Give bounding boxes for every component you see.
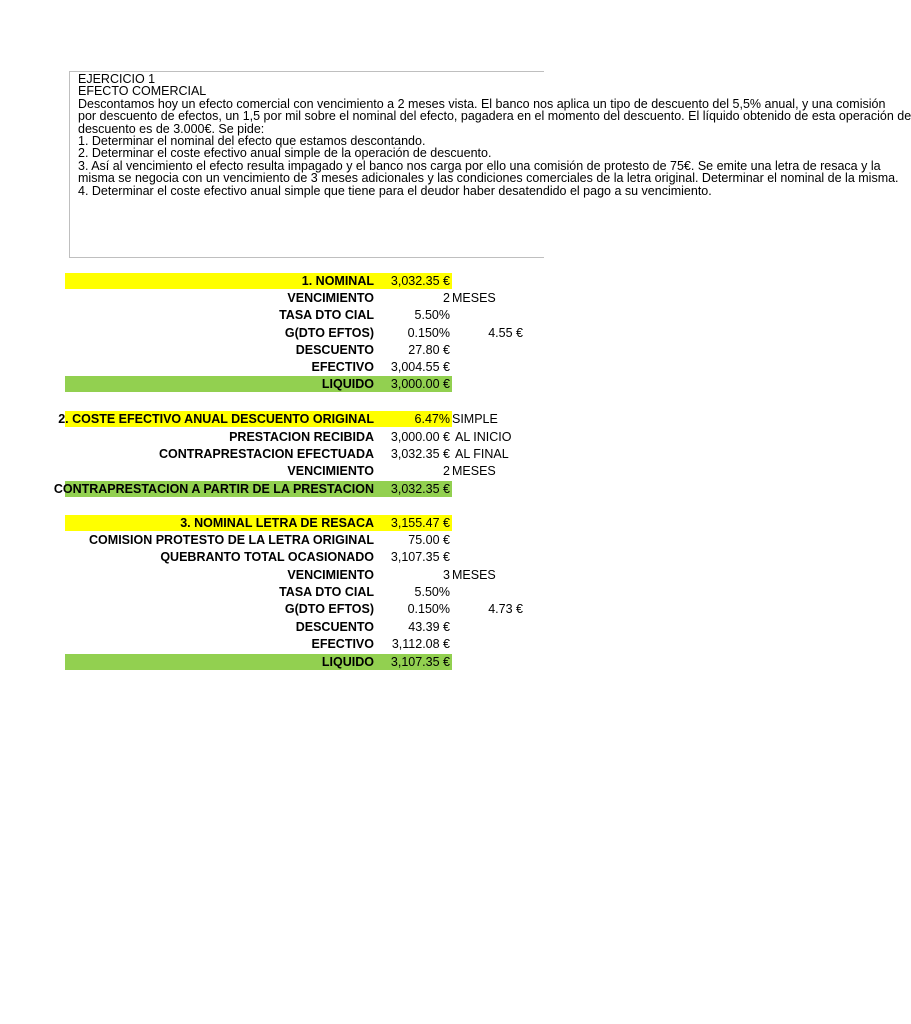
vencimiento2-row[interactable] <box>65 463 496 479</box>
contraprestacion-row[interactable] <box>65 446 509 462</box>
efectivo-row[interactable] <box>65 359 452 375</box>
vencimiento3-row[interactable] <box>65 567 496 583</box>
descuento3-row[interactable] <box>65 619 452 635</box>
liquido3-label: LIQUIDO <box>321 655 374 669</box>
gastos3-amount[interactable]: 4.73 € <box>488 602 523 616</box>
nominal-resaca-row[interactable] <box>65 515 452 531</box>
vencimiento-row[interactable] <box>65 290 496 306</box>
nominal-label: 1. NOMINAL <box>301 274 374 288</box>
prestacion-row[interactable] <box>65 429 512 445</box>
nominal-value[interactable]: 3,032.35 € <box>390 274 450 288</box>
nominal-resaca-label: 3. NOMINAL LETRA DE RESACA <box>180 516 374 530</box>
efectivo3-value[interactable]: 3,112.08 € <box>391 637 450 651</box>
descuento3-value[interactable]: 43.39 € <box>408 620 450 634</box>
gastos3-label: G(DTO EFTOS) <box>284 602 374 616</box>
contra-partir-row[interactable] <box>53 481 452 497</box>
vencimiento3-value[interactable]: 3 <box>443 568 450 582</box>
vencimiento-unit: MESES <box>452 291 496 305</box>
exercise-line: 3. Así al vencimiento el efecto resulta impagado y el banco nos carga por ello una comisión de protesto de 75€. Se emite una letra de resaca y la <box>78 158 881 173</box>
quebranto-value[interactable]: 3,107.35 € <box>390 550 450 564</box>
liquido-value[interactable]: 3,000.00 € <box>390 377 450 391</box>
descuento3-label: DESCUENTO <box>295 620 374 634</box>
nominal-row[interactable] <box>65 273 452 289</box>
comision-row[interactable] <box>65 532 452 548</box>
gastos-label: G(DTO EFTOS) <box>284 326 374 340</box>
contra-partir-value[interactable]: 3,032.35 € <box>390 482 450 496</box>
exercise-line: Descontamos hoy un efecto comercial con vencimiento a 2 meses vista. El banco nos aplica un tipo de descuento del 5,5% anual, y una comisión <box>78 96 886 111</box>
exercise-line: descuento es de 3.000€. Se pide: <box>78 121 265 136</box>
exercise-line: EJERCICIO 1 <box>78 72 156 86</box>
contra-partir-label: CONTRAPRESTACION A PARTIR DE LA PRESTACION <box>53 482 374 496</box>
quebranto-row[interactable] <box>65 549 452 565</box>
prestacion-unit: AL INICIO <box>455 430 512 444</box>
vencimiento2-label: VENCIMIENTO <box>287 464 374 478</box>
tasa-value[interactable]: 5.50% <box>414 308 450 322</box>
gastos-amount[interactable]: 4.55 € <box>488 326 523 340</box>
vencimiento3-unit: MESES <box>452 568 496 582</box>
liquido3-value[interactable]: 3,107.35 € <box>390 655 450 669</box>
contraprestacion-value[interactable]: 3,032.35 € <box>390 447 450 461</box>
exercise-line: misma se negocia con un vencimiento de 3 meses adicionales y las condiciones comerciales de la letra original. Determinar el nominal de la misma. <box>78 171 899 186</box>
coste-row[interactable] <box>58 411 498 427</box>
comision-value[interactable]: 75.00 € <box>408 533 450 547</box>
exercise-line: 1. Determinar el nominal del efecto que estamos descontando. <box>78 134 426 149</box>
tasa-label: TASA DTO CIAL <box>279 308 374 322</box>
tasa3-label: TASA DTO CIAL <box>279 585 374 599</box>
exercise-line: EFECTO COMERCIAL <box>78 84 207 99</box>
descuento-row[interactable] <box>65 342 452 358</box>
coste-label: 2. COSTE EFECTIVO ANUAL DESCUENTO ORIGINAL <box>58 412 374 426</box>
efectivo3-label: EFECTIVO <box>311 637 374 651</box>
tasa3-value[interactable]: 5.50% <box>414 585 450 599</box>
vencimiento3-label: VENCIMIENTO <box>287 568 374 582</box>
gastos-value[interactable]: 0.150% <box>407 326 450 340</box>
prestacion-value[interactable]: 3,000.00 € <box>390 430 450 444</box>
gastos-row[interactable] <box>65 325 523 341</box>
exercise-textbox <box>69 71 911 258</box>
exercise-line: por descuento de efectos, un 1,5 por mil sobre el nominal del efecto, pagadera en el momento del descuento. El líquido obtenido de esta operación de <box>78 109 911 124</box>
liquido-row[interactable] <box>65 376 452 392</box>
gastos3-row[interactable] <box>65 601 523 617</box>
prestacion-label: PRESTACION RECIBIDA <box>229 430 374 444</box>
coste-unit: SIMPLE <box>452 412 498 426</box>
exercise-line: 4. Determinar el coste efectivo anual simple que tiene para el deudor haber desatendido el pago a su vencimiento. <box>78 183 712 198</box>
contraprestacion-unit: AL FINAL <box>455 447 509 461</box>
exercise-line: 2. Determinar el coste efectivo anual simple de la operación de descuento. <box>78 146 492 161</box>
vencimiento2-value[interactable]: 2 <box>443 464 450 478</box>
comision-label: COMISION PROTESTO DE LA LETRA ORIGINAL <box>89 533 374 547</box>
efectivo-label: EFECTIVO <box>311 360 374 374</box>
vencimiento2-unit: MESES <box>452 464 496 478</box>
descuento-label: DESCUENTO <box>295 343 374 357</box>
efectivo-value[interactable]: 3,004.55 € <box>390 360 450 374</box>
tasa-row[interactable] <box>65 307 452 323</box>
coste-value[interactable]: 6.47% <box>414 412 450 426</box>
liquido-label: LIQUIDO <box>321 377 374 391</box>
efectivo3-row[interactable] <box>65 636 452 652</box>
descuento-value[interactable]: 27.80 € <box>408 343 450 357</box>
vencimiento-value[interactable]: 2 <box>443 291 450 305</box>
tasa3-row[interactable] <box>65 584 452 600</box>
gastos3-value[interactable]: 0.150% <box>407 602 450 616</box>
contraprestacion-label: CONTRAPRESTACION EFECTUADA <box>158 447 374 461</box>
quebranto-label: QUEBRANTO TOTAL OCASIONADO <box>160 550 374 564</box>
liquido3-row[interactable] <box>65 654 452 670</box>
nominal-resaca-value[interactable]: 3,155.47 € <box>390 516 450 530</box>
vencimiento-label: VENCIMIENTO <box>287 291 374 305</box>
